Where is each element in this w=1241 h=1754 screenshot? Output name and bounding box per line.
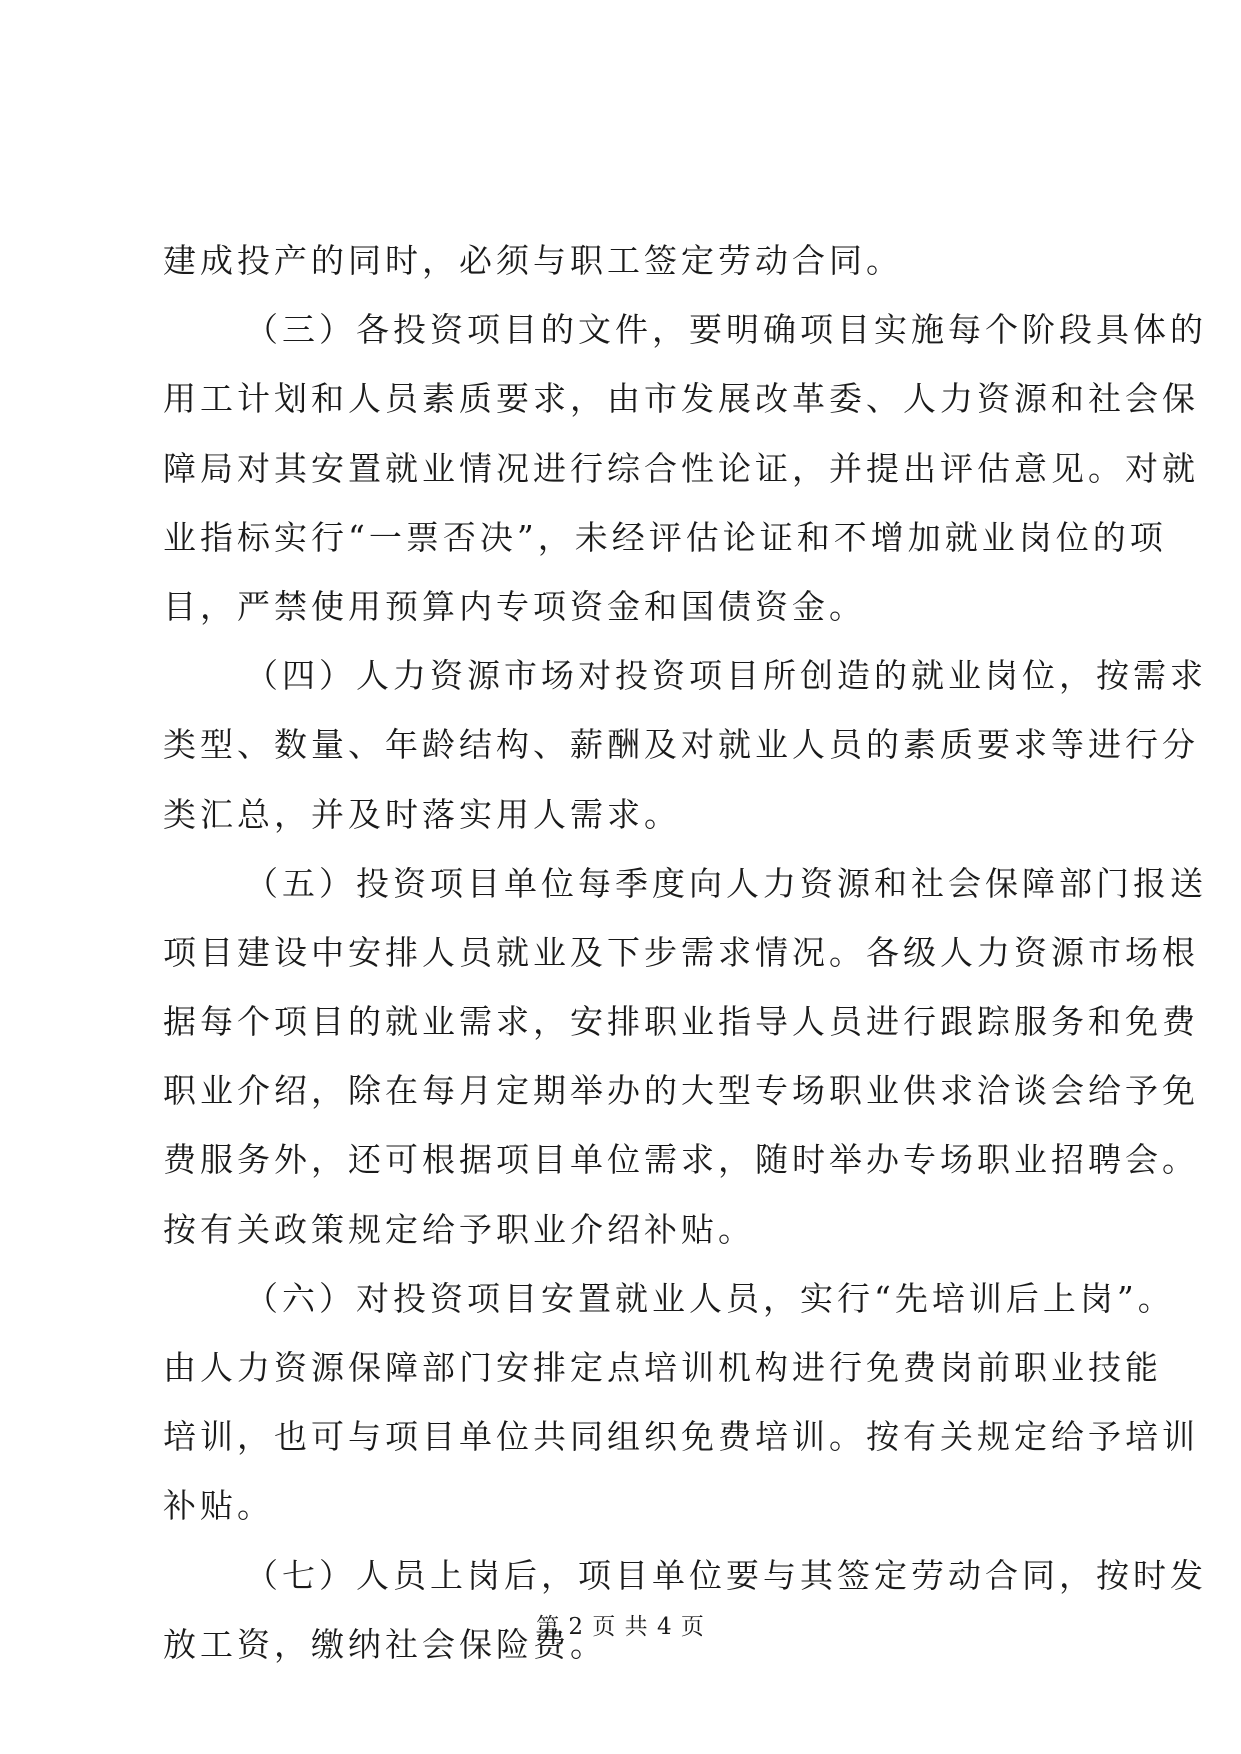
paragraph-5-line: 职业介绍，除在每月定期举办的大型专场职业供求洽谈会给予免 [163,1071,1199,1111]
paragraph-6-line: 培训，也可与项目单位共同组织免费培训。按有关规定给予培训 [163,1417,1199,1457]
document-body [163,226,1207,1679]
paragraph-3-line: （三）各投资项目的文件，要明确项目实施每个阶段具体的 [245,310,1207,350]
paragraph-5-line: 按有关政策规定给予职业介绍补贴。 [163,1209,755,1249]
paragraph-5-line: 项目建设中安排人员就业及下步需求情况。各级人力资源市场根 [163,932,1199,972]
paragraph-6-line: 补贴。 [163,1486,274,1526]
paragraph-6-line: 由人力资源保障部门安排定点培训机构进行免费岗前职业技能 [163,1348,1162,1387]
paragraph-3-line: 业指标实行“一票否决”，未经评估论证和不增加就业岗位的项 [163,517,1167,557]
paragraph-3-line: 障局对其安置就业情况进行综合性论证，并提出评估意见。对就 [163,448,1199,488]
paragraph-7-line: （七）人员上岗后，项目单位要与其签定劳动合同，按时发 [245,1555,1207,1595]
paragraph-3-line: 用工计划和人员素质要求，由市发展改革委、人力资源和社会保 [163,379,1199,419]
paragraph-5-line: 据每个项目的就业需求，安排职业指导人员进行跟踪服务和免费 [163,1002,1199,1042]
paragraph-4-line: 类型、数量、年龄结构、薪酬及对就业人员的素质要求等进行分 [163,725,1199,765]
paragraph-7-line: 放工资，缴纳社会保险费。 [163,1624,607,1664]
paragraph-6-line: （六）对投资项目安置就业人员，实行“先培训后上岗”。 [245,1278,1175,1318]
paragraph-4-line: （四）人力资源市场对投资项目所创造的就业岗位，按需求 [245,656,1207,696]
page-number-footer: 第 2 页 共 4 页 [536,1614,705,1640]
paragraph-5-line: 费服务外，还可根据项目单位需求，随时举办专场职业招聘会。 [163,1140,1199,1180]
paragraph-3-line: 目，严禁使用预算内专项资金和国债资金。 [163,586,866,626]
paragraph-5-line: （五）投资项目单位每季度向人力资源和社会保障部门报送 [245,863,1207,903]
paragraph-4-line: 类汇总，并及时落实用人需求。 [163,794,681,834]
paragraph-continuation-line: 建成投产的同时，必须与职工签定劳动合同。 [163,241,903,280]
